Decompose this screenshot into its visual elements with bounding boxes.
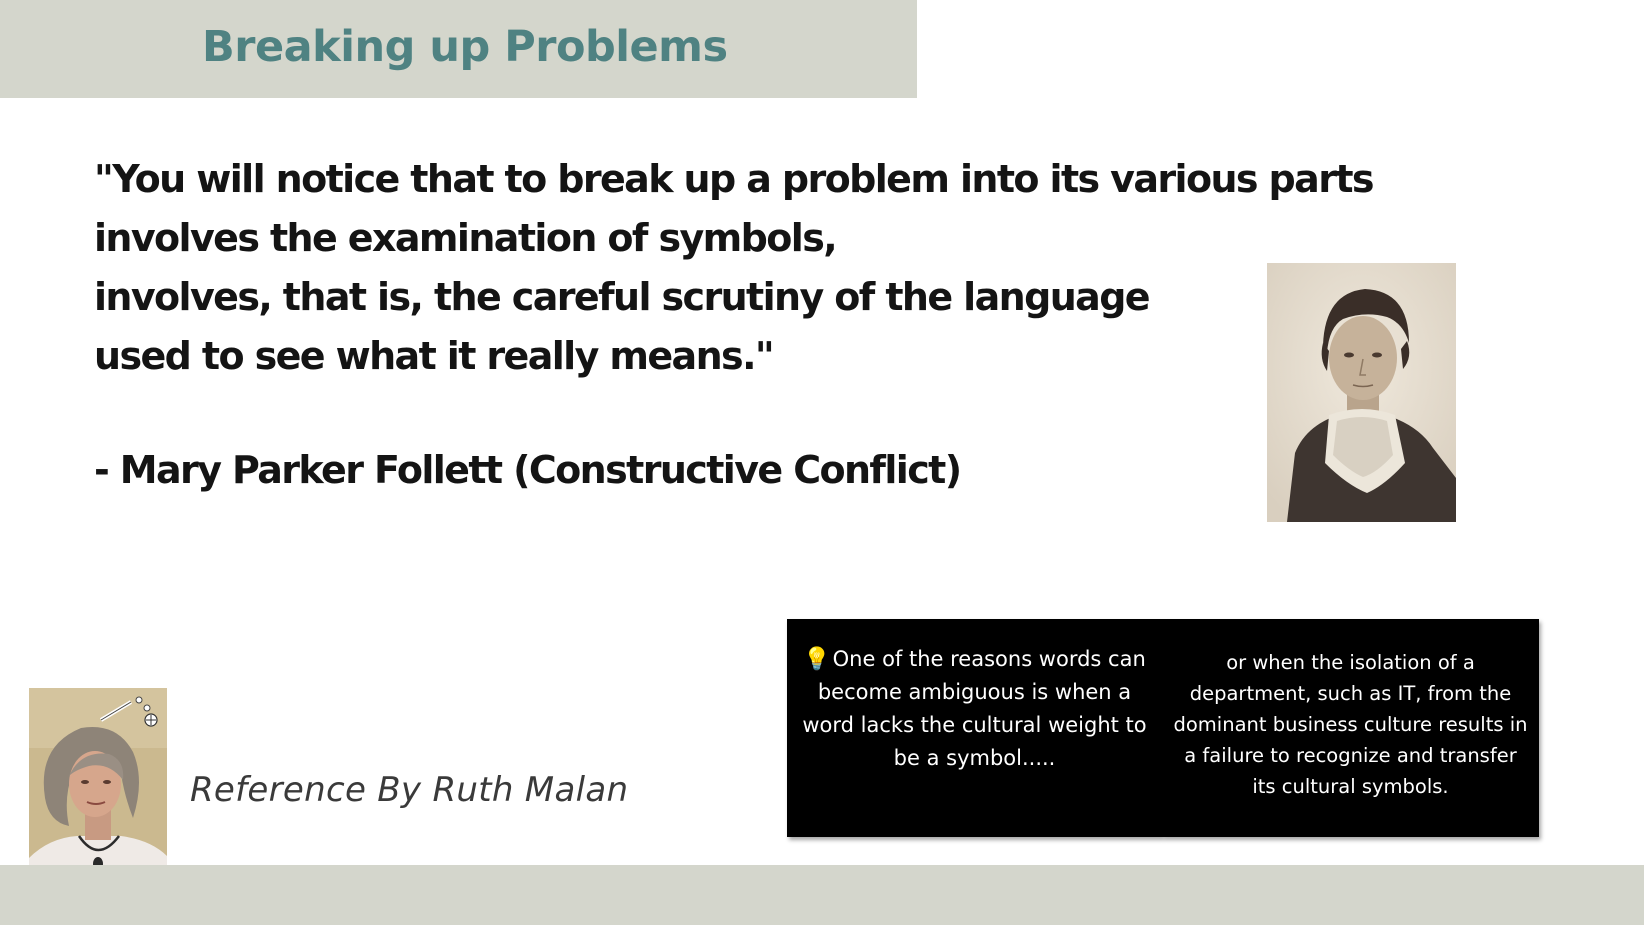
quote-attribution: - Mary Parker Follett (Constructive Conflict) [94, 448, 961, 492]
ruth-malan-photo [29, 688, 167, 895]
note-2-text: or when the isolation of a department, such as IT, from the dominant business culture results in a failure to recognize and transfer its cultural symbols. [1173, 651, 1528, 798]
sticky-note-2 [1162, 619, 1539, 837]
ruth-photo-image [29, 688, 167, 895]
quote-line: "You will notice that to break up a problem into its various parts [94, 157, 1373, 201]
quote-block [94, 150, 1424, 386]
mary-parker-follett-portrait [1267, 263, 1456, 522]
quote-line: involves, that is, the careful scrutiny of the language [94, 275, 1149, 319]
lightbulb-icon: 💡 [803, 647, 831, 672]
reference-credit: Reference By Ruth Malan [190, 770, 629, 810]
portrait-image [1267, 263, 1456, 522]
sticky-note-1 [787, 619, 1162, 837]
quote-line: involves the examination of symbols, [94, 216, 837, 260]
quote-line: used to see what it really means." [94, 334, 774, 378]
slide-title: Breaking up Problems [202, 22, 728, 72]
note-1-text: One of the reasons words can become ambiguous is when a word lacks the cultural weight to be a symbol..... [802, 647, 1147, 770]
bottom-bar [0, 865, 1644, 925]
